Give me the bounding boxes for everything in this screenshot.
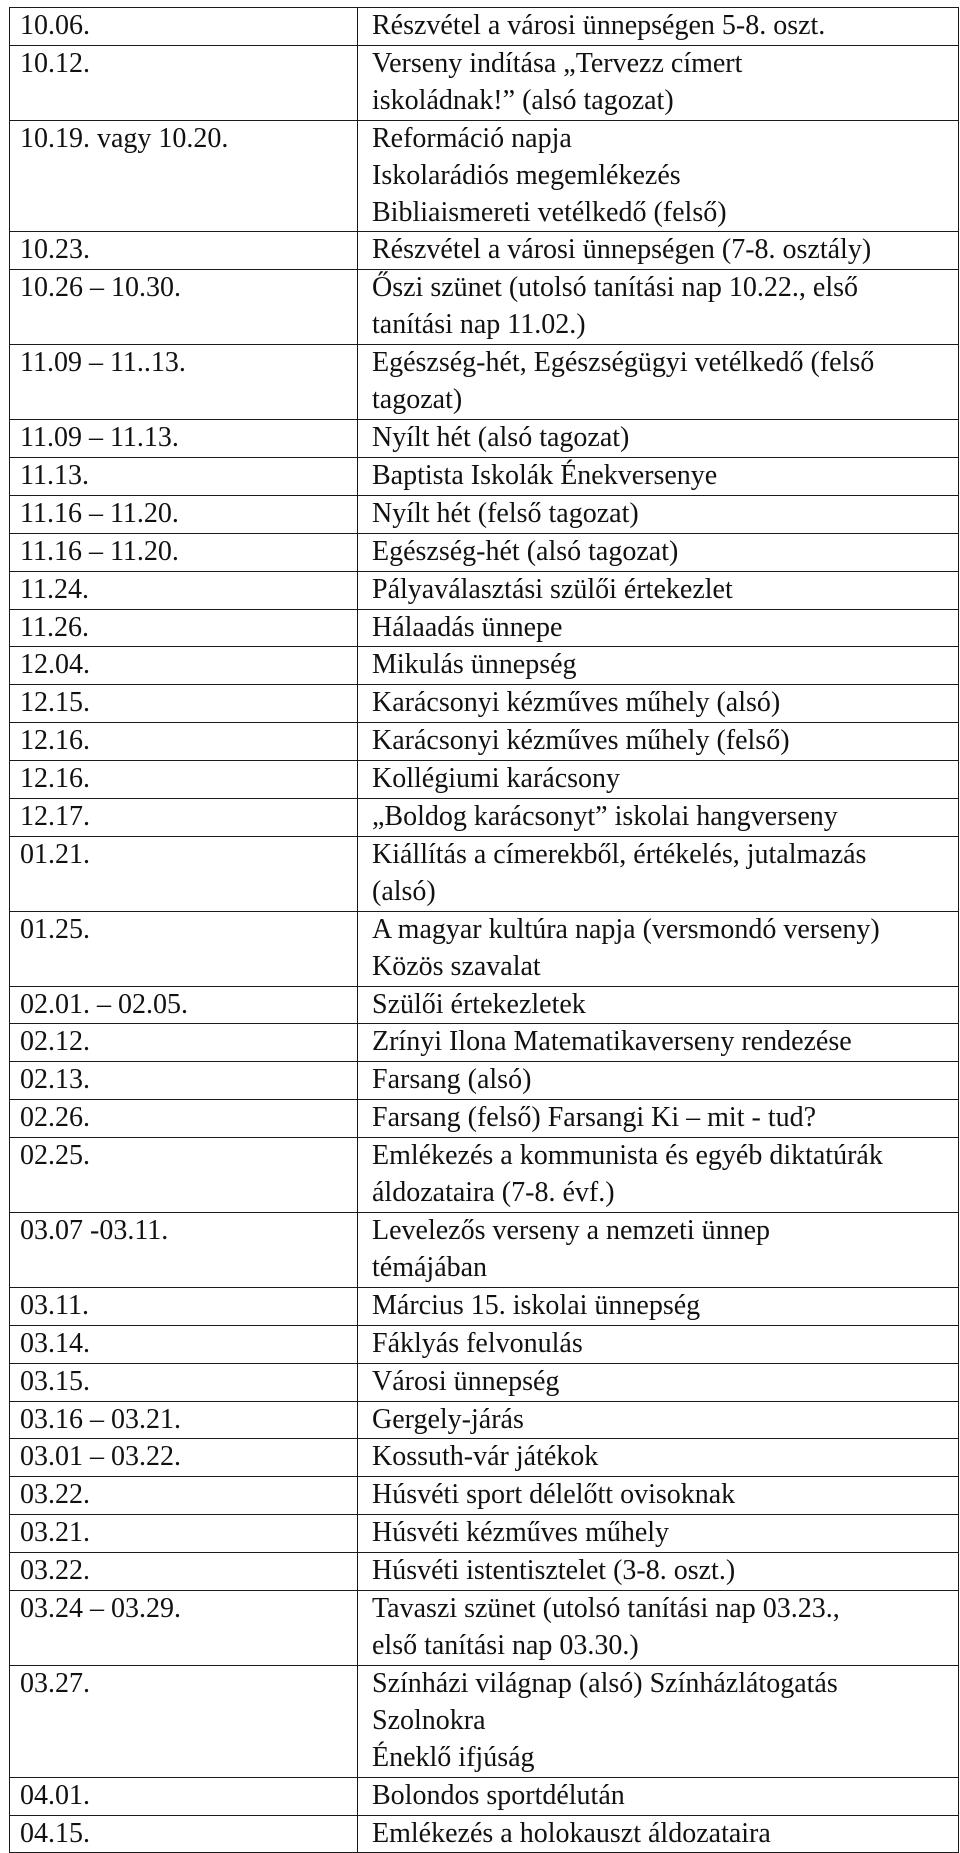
event-date-cell: 03.14. bbox=[10, 1325, 358, 1363]
schedule-row bbox=[10, 1138, 959, 1213]
schedule-row bbox=[10, 1477, 959, 1515]
event-description-cell: Szülői értekezletek bbox=[358, 986, 959, 1024]
schedule-row bbox=[10, 45, 959, 120]
event-date-cell: 10.06. bbox=[10, 8, 358, 46]
event-date-cell: 11.16 – 11.20. bbox=[10, 533, 358, 571]
schedule-row bbox=[10, 723, 959, 761]
event-date-cell: 10.19. vagy 10.20. bbox=[10, 120, 358, 232]
schedule-row bbox=[10, 1401, 959, 1439]
event-description-cell: A magyar kultúra napja (versmondó verseny) Közös szavalat bbox=[358, 911, 959, 986]
event-date-cell: 12.04. bbox=[10, 647, 358, 685]
event-date-cell: 03.27. bbox=[10, 1665, 358, 1777]
schedule-row bbox=[10, 1062, 959, 1100]
schedule-table-body bbox=[10, 8, 959, 1853]
schedule-row bbox=[10, 571, 959, 609]
event-date-cell: 12.17. bbox=[10, 799, 358, 837]
event-description-cell: Farsang (felső) Farsangi Ki – mit - tud? bbox=[358, 1100, 959, 1138]
event-description-cell: Zrínyi Ilona Matematikaverseny rendezése bbox=[358, 1024, 959, 1062]
schedule-row bbox=[10, 647, 959, 685]
schedule-row bbox=[10, 761, 959, 799]
event-date-cell: 02.12. bbox=[10, 1024, 358, 1062]
schedule-row bbox=[10, 232, 959, 270]
event-description-cell: Farsang (alsó) bbox=[358, 1062, 959, 1100]
event-description-cell: Március 15. iskolai ünnepség bbox=[358, 1287, 959, 1325]
schedule-row bbox=[10, 1665, 959, 1777]
event-date-cell: 03.24 – 03.29. bbox=[10, 1591, 358, 1666]
schedule-row bbox=[10, 345, 959, 420]
event-date-cell: 03.11. bbox=[10, 1287, 358, 1325]
schedule-row bbox=[10, 120, 959, 232]
event-description-cell: Karácsonyi kézműves műhely (alsó) bbox=[358, 685, 959, 723]
event-description-cell: Egészség-hét, Egészségügyi vetélkedő (felső tagozat) bbox=[358, 345, 959, 420]
schedule-row bbox=[10, 911, 959, 986]
schedule-row bbox=[10, 609, 959, 647]
schedule-row bbox=[10, 270, 959, 345]
schedule-row bbox=[10, 1213, 959, 1288]
event-description-cell: Részvétel a városi ünnepségen 5-8. oszt. bbox=[358, 8, 959, 46]
event-description-cell: Bolondos sportdélután bbox=[358, 1777, 959, 1815]
event-date-cell: 10.26 – 10.30. bbox=[10, 270, 358, 345]
event-description-cell: Nyílt hét (alsó tagozat) bbox=[358, 419, 959, 457]
event-description-cell: Kollégiumi karácsony bbox=[358, 761, 959, 799]
event-description-cell: Egészség-hét (alsó tagozat) bbox=[358, 533, 959, 571]
event-description-cell: Hálaadás ünnepe bbox=[358, 609, 959, 647]
event-date-cell: 04.01. bbox=[10, 1777, 358, 1815]
event-description-cell: Kossuth-vár játékok bbox=[358, 1439, 959, 1477]
schedule-row bbox=[10, 836, 959, 911]
event-description-cell: Városi ünnepség bbox=[358, 1363, 959, 1401]
event-date-cell: 02.01. – 02.05. bbox=[10, 986, 358, 1024]
event-description-cell: Karácsonyi kézműves műhely (felső) bbox=[358, 723, 959, 761]
event-date-cell: 11.09 – 11..13. bbox=[10, 345, 358, 420]
event-date-cell: 11.26. bbox=[10, 609, 358, 647]
schedule-row bbox=[10, 1363, 959, 1401]
event-date-cell: 02.13. bbox=[10, 1062, 358, 1100]
event-description-cell: Verseny indítása „Tervezz címert iskoládnak!” (alsó tagozat) bbox=[358, 45, 959, 120]
schedule-row bbox=[10, 457, 959, 495]
event-description-cell: Pályaválasztási szülői értekezlet bbox=[358, 571, 959, 609]
event-date-cell: 03.22. bbox=[10, 1477, 358, 1515]
event-description-cell: Baptista Iskolák Énekversenye bbox=[358, 457, 959, 495]
event-description-cell: Fáklyás felvonulás bbox=[358, 1325, 959, 1363]
event-date-cell: 01.21. bbox=[10, 836, 358, 911]
event-description-cell: Kiállítás a címerekből, értékelés, jutalmazás (alsó) bbox=[358, 836, 959, 911]
event-date-cell: 02.26. bbox=[10, 1100, 358, 1138]
event-description-cell: Gergely-járás bbox=[358, 1401, 959, 1439]
event-description-cell: Emlékezés a holokauszt áldozataira bbox=[358, 1815, 959, 1853]
event-description-cell: Húsvéti sport délelőtt ovisoknak bbox=[358, 1477, 959, 1515]
schedule-row bbox=[10, 1815, 959, 1853]
event-date-cell: 12.15. bbox=[10, 685, 358, 723]
schedule-row bbox=[10, 8, 959, 46]
schedule-row bbox=[10, 1024, 959, 1062]
schedule-row bbox=[10, 1553, 959, 1591]
event-date-cell: 03.16 – 03.21. bbox=[10, 1401, 358, 1439]
event-date-cell: 11.24. bbox=[10, 571, 358, 609]
event-description-cell: Húsvéti istentisztelet (3-8. oszt.) bbox=[358, 1553, 959, 1591]
schedule-row bbox=[10, 986, 959, 1024]
event-description-cell: Mikulás ünnepség bbox=[358, 647, 959, 685]
event-date-cell: 03.15. bbox=[10, 1363, 358, 1401]
event-date-cell: 12.16. bbox=[10, 723, 358, 761]
event-description-cell: „Boldog karácsonyt” iskolai hangverseny bbox=[358, 799, 959, 837]
event-description-cell: Nyílt hét (felső tagozat) bbox=[358, 495, 959, 533]
event-description-cell: Húsvéti kézműves műhely bbox=[358, 1515, 959, 1553]
event-description-cell: Részvétel a városi ünnepségen (7-8. osztály) bbox=[358, 232, 959, 270]
event-description-cell: Színházi világnap (alsó) Színházlátogatás Szolnokra Éneklő ifjúság bbox=[358, 1665, 959, 1777]
event-date-cell: 11.09 – 11.13. bbox=[10, 419, 358, 457]
event-date-cell: 11.13. bbox=[10, 457, 358, 495]
schedule-row bbox=[10, 1100, 959, 1138]
schedule-row bbox=[10, 799, 959, 837]
event-description-cell: Emlékezés a kommunista és egyéb diktatúrák áldozataira (7-8. évf.) bbox=[358, 1138, 959, 1213]
event-description-cell: Reformáció napja Iskolarádiós megemlékezés Bibliaismereti vetélkedő (felső) bbox=[358, 120, 959, 232]
event-date-cell: 03.21. bbox=[10, 1515, 358, 1553]
event-date-cell: 01.25. bbox=[10, 911, 358, 986]
schedule-row bbox=[10, 1439, 959, 1477]
schedule-row bbox=[10, 1287, 959, 1325]
event-date-cell: 03.07 -03.11. bbox=[10, 1213, 358, 1288]
schedule-row bbox=[10, 495, 959, 533]
event-date-cell: 03.01 – 03.22. bbox=[10, 1439, 358, 1477]
schedule-row bbox=[10, 1515, 959, 1553]
event-description-cell: Levelezős verseny a nemzeti ünnep témájában bbox=[358, 1213, 959, 1288]
schedule-row bbox=[10, 533, 959, 571]
event-date-cell: 12.16. bbox=[10, 761, 358, 799]
event-date-cell: 04.15. bbox=[10, 1815, 358, 1853]
schedule-row bbox=[10, 685, 959, 723]
event-date-cell: 10.23. bbox=[10, 232, 358, 270]
school-event-schedule-table bbox=[9, 7, 959, 1853]
schedule-row bbox=[10, 1777, 959, 1815]
schedule-row bbox=[10, 1591, 959, 1666]
schedule-row bbox=[10, 419, 959, 457]
event-description-cell: Tavaszi szünet (utolsó tanítási nap 03.23., első tanítási nap 03.30.) bbox=[358, 1591, 959, 1666]
schedule-row bbox=[10, 1325, 959, 1363]
event-date-cell: 10.12. bbox=[10, 45, 358, 120]
event-date-cell: 02.25. bbox=[10, 1138, 358, 1213]
event-date-cell: 11.16 – 11.20. bbox=[10, 495, 358, 533]
event-date-cell: 03.22. bbox=[10, 1553, 358, 1591]
event-description-cell: Őszi szünet (utolsó tanítási nap 10.22., első tanítási nap 11.02.) bbox=[358, 270, 959, 345]
